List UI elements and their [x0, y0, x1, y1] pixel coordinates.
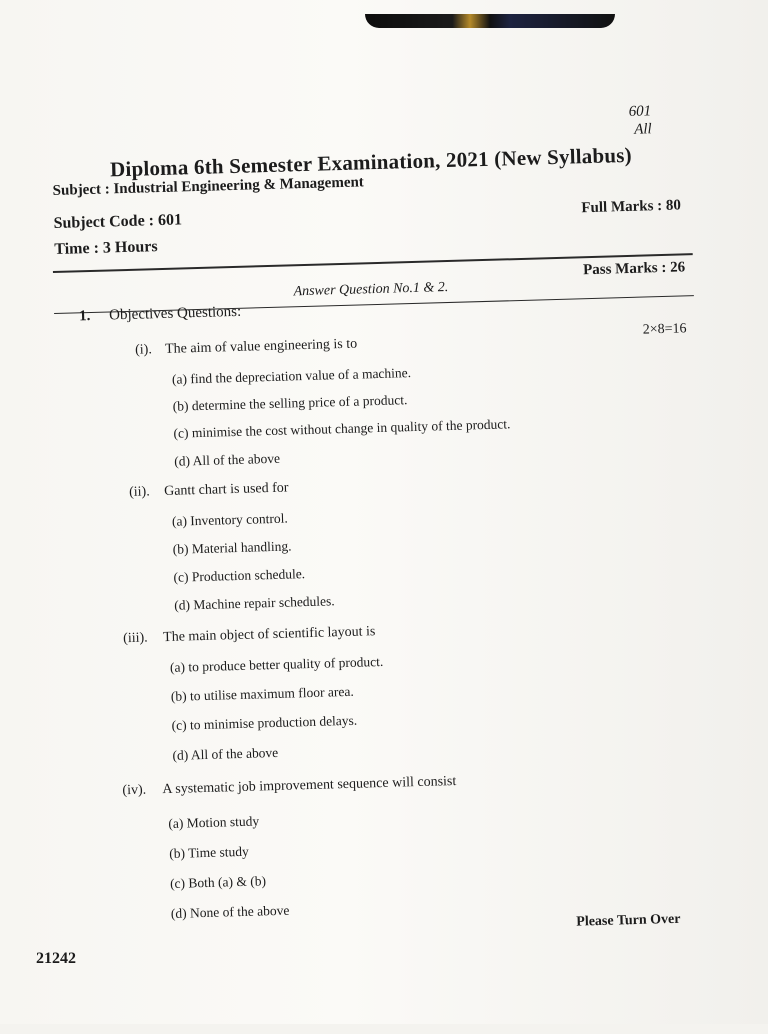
item-i-option-b: (b) determine the selling price of a product.	[172, 392, 408, 414]
subject-line: Subject : Industrial Engineering & Management	[52, 174, 365, 200]
item-i-text: The aim of value engineering is to	[164, 336, 358, 357]
item-i-option-d: (d) All of the above	[174, 450, 281, 469]
corner-code	[628, 102, 651, 139]
item-iv-option-b: (b) Time study	[169, 843, 249, 862]
item-i-option-c: (c) minimise the cost without change in quality of the product.	[173, 416, 511, 441]
item-iii-number: (iii).	[123, 630, 148, 647]
time-allowed: Time : 3 Hours	[54, 238, 158, 258]
please-turn-over: Please Turn Over	[576, 911, 681, 930]
paper-code: 21242	[36, 950, 76, 967]
question-title: Objectives Questions:	[108, 303, 242, 324]
item-iv-option-a: (a) Motion study	[168, 813, 260, 832]
corner-code-line2: All	[633, 121, 652, 138]
instruction: Answer Question No.1 & 2.	[293, 280, 449, 300]
exam-title: Diploma 6th Semester Examination, 2021 (New Syllabus)	[109, 142, 633, 182]
question-marks: 2×8=16	[642, 321, 687, 338]
full-marks: Full Marks : 80	[581, 197, 682, 217]
question-number: 1.	[78, 308, 91, 325]
item-ii-number: (ii).	[128, 484, 150, 500]
item-iii-option-b: (b) to utilise maximum floor area.	[170, 683, 354, 704]
item-iii-option-d: (d) All of the above	[172, 744, 279, 763]
item-i-number: (i).	[134, 342, 153, 358]
item-ii-option-d: (d) Machine repair schedules.	[174, 593, 335, 613]
item-iv-option-c: (c) Both (a) & (b)	[169, 873, 267, 892]
item-ii-option-b: (b) Material handling.	[172, 538, 292, 557]
subject-code: Subject Code : 601	[53, 211, 183, 232]
item-iii-option-c: (c) to minimise production delays.	[171, 712, 358, 733]
corner-code-line1: 601	[628, 103, 652, 120]
item-iv-option-d: (d) None of the above	[170, 902, 290, 921]
item-ii-option-c: (c) Production schedule.	[173, 566, 306, 585]
item-ii-option-a: (a) Inventory control.	[171, 510, 288, 529]
item-ii-text: Gantt chart is used for	[163, 480, 289, 500]
item-iii-text: The main object of scientific layout is	[162, 624, 376, 646]
item-iii-option-a: (a) to produce better quality of product.	[169, 653, 384, 675]
pass-marks: Pass Marks : 26	[582, 259, 686, 279]
item-i-option-a: (a) find the depreciation value of a machine.	[171, 365, 412, 387]
item-iv-text: A systematic job improvement sequence will consist	[162, 773, 457, 798]
item-iv-number: (iv).	[122, 782, 147, 799]
